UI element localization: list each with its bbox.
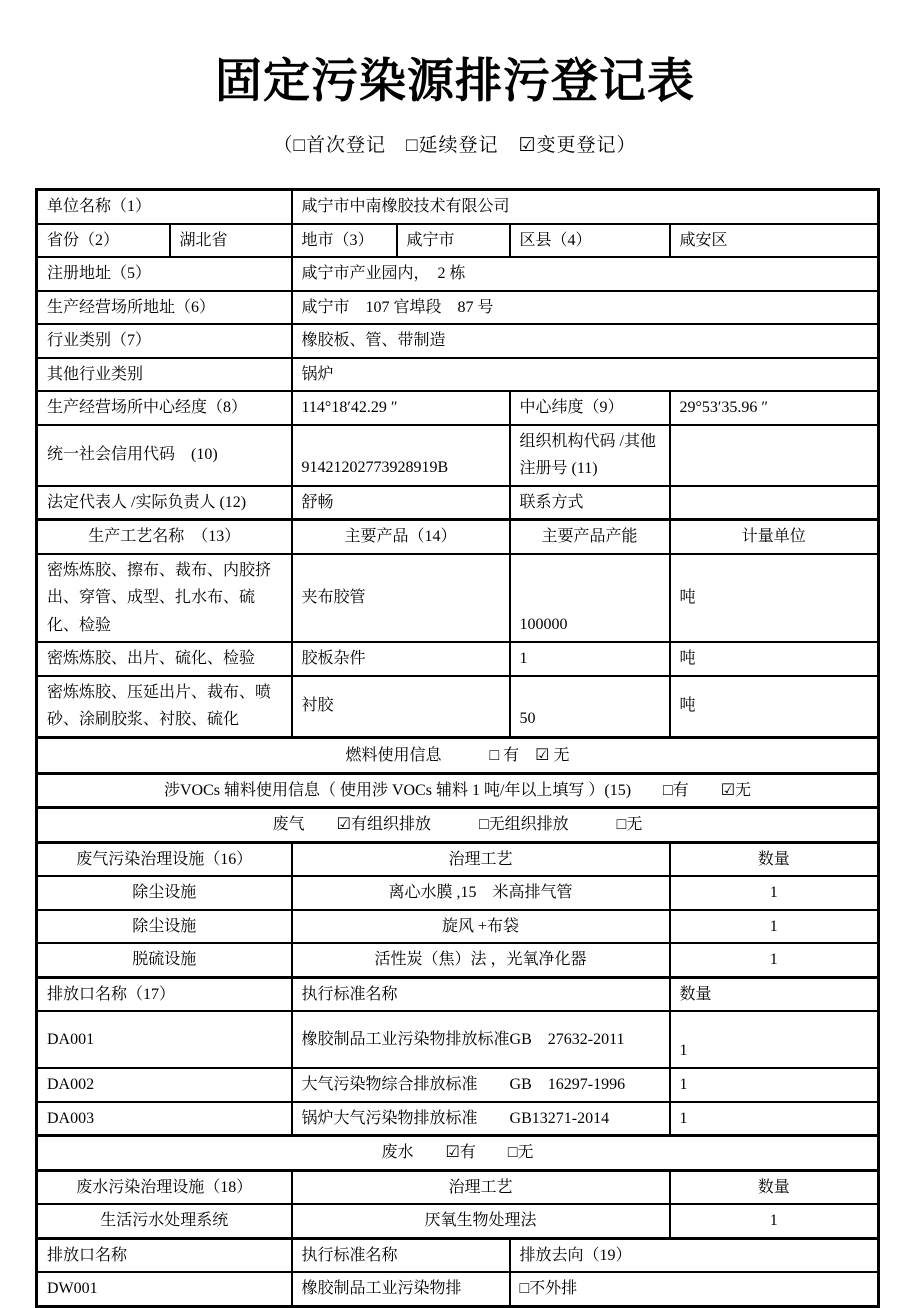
gas-facility-process: 离心水膜 ,15 米高排气管 (292, 876, 670, 910)
production-row (37, 554, 879, 643)
row-voc-info (37, 773, 879, 808)
gas-outlet-standard: 锅炉大气污染物排放标准 GB13271-2014 (292, 1102, 670, 1136)
waste-water-section-line: 废水 ☑有 □无 (37, 1136, 879, 1171)
unit-header: 计量单位 (670, 520, 879, 554)
water-outlet-standard-header: 执行标准名称 (292, 1238, 510, 1272)
row-water-outlet-headers (37, 1238, 879, 1272)
water-outlet-direction: □不外排 (510, 1272, 879, 1306)
gas-outlet-name: DA003 (37, 1102, 292, 1136)
process-name-header: 生产工艺名称 （13） (37, 520, 292, 554)
latitude-label: 中心纬度（9） (510, 391, 670, 425)
gas-facility-process: 旋风 +布袋 (292, 910, 670, 944)
process-cell: 密炼炼胶、压延出片、裁布、喷砂、涂刷胶浆、衬胶、硫化 (37, 676, 292, 738)
city-value: 咸宁市 (397, 224, 510, 258)
gas-facility-row (37, 910, 879, 944)
row-production-headers (37, 520, 879, 554)
main-product-header: 主要产品（14） (292, 520, 510, 554)
gas-process-header: 治理工艺 (292, 842, 670, 876)
legal-representative-value: 舒畅 (292, 486, 510, 520)
unit-cell: 吨 (670, 676, 879, 738)
legal-representative-label: 法定代表人 /实际负责人 (12) (37, 486, 292, 520)
process-cell: 密炼炼胶、擦布、裁布、内胶挤出、穿管、成型、扎水布、硫化、检验 (37, 554, 292, 643)
registration-form-table (35, 188, 880, 1308)
row-industry-category (37, 324, 879, 358)
unit-cell: 吨 (670, 554, 879, 643)
row-waste-water-section (37, 1136, 879, 1171)
water-outlet-name: DW001 (37, 1272, 292, 1306)
water-facility-name: 生活污水处理系统 (37, 1204, 292, 1238)
gas-facility-row (37, 943, 879, 977)
unit-name-label: 单位名称（1） (37, 190, 292, 224)
gas-outlet-standard: 橡胶制品工业污染物排放标准GB 27632-2011 (292, 1011, 670, 1068)
production-row (37, 642, 879, 676)
gas-facility-name: 除尘设施 (37, 876, 292, 910)
water-qty-header: 数量 (670, 1170, 879, 1204)
gas-outlet-row (37, 1102, 879, 1136)
water-outlet-row (37, 1272, 879, 1306)
org-code-label: 组织机构代码 /其他注册号 (11) (510, 425, 670, 486)
org-code-value (670, 425, 879, 486)
row-legal-representative (37, 486, 879, 520)
contact-label: 联系方式 (510, 486, 670, 520)
row-gas-facility-headers (37, 842, 879, 876)
form-title: 固定污染源排污登记表 (215, 56, 695, 108)
production-row (37, 676, 879, 738)
gas-outlet-standard-header: 执行标准名称 (292, 977, 670, 1011)
latitude-value: 29°53′35.96 ″ (670, 391, 879, 425)
business-address-label: 生产经营场所地址（6） (37, 291, 292, 325)
capacity-header: 主要产品产能 (510, 520, 670, 554)
capacity-cell: 1 (510, 642, 670, 676)
longitude-value: 114°18′42.29 ″ (292, 391, 510, 425)
province-value: 湖北省 (170, 224, 292, 258)
row-fuel-info (37, 737, 879, 773)
city-label: 地市（3） (292, 224, 397, 258)
gas-outlet-qty: 1 (670, 1011, 879, 1068)
row-coordinates (37, 391, 879, 425)
gas-facility-process: 活性炭（焦）法 ，光氧净化器 (292, 943, 670, 977)
voc-info-line: 涉VOCs 辅料使用信息（ 使用涉 VOCs 辅料 1 吨/年以上填写 ）(15) □有 ☑无 (37, 773, 879, 808)
registration-type-options: （□首次登记 □延续登记 ☑变更登记） (273, 135, 637, 156)
water-facility-header: 废水污染治理设施（18） (37, 1170, 292, 1204)
row-registered-address (37, 257, 879, 291)
longitude-label: 生产经营场所中心经度（8） (37, 391, 292, 425)
industry-category-label: 行业类别（7） (37, 324, 292, 358)
water-facility-process: 厌氧生物处理法 (292, 1204, 670, 1238)
credit-code-value: 91421202773928919B (292, 425, 510, 486)
row-waste-gas-section (37, 808, 879, 843)
gas-outlet-name-header: 排放口名称（17） (37, 977, 292, 1011)
capacity-cell: 50 (510, 676, 670, 738)
water-outlet-name-header: 排放口名称 (37, 1238, 292, 1272)
row-credit-code (37, 425, 879, 486)
gas-qty-header: 数量 (670, 842, 879, 876)
gas-outlet-name: DA002 (37, 1068, 292, 1102)
gas-facility-qty: 1 (670, 910, 879, 944)
water-facility-row (37, 1204, 879, 1238)
row-business-address (37, 291, 879, 325)
gas-facility-name: 除尘设施 (37, 910, 292, 944)
row-region (37, 224, 879, 258)
gas-outlet-row (37, 1011, 879, 1068)
industry-category-value: 橡胶板、管、带制造 (292, 324, 879, 358)
credit-code-label: 统一社会信用代码 (10) (37, 425, 292, 486)
gas-facility-qty: 1 (670, 943, 879, 977)
fuel-info-line: 燃料使用信息 □ 有 ☑ 无 (37, 737, 879, 773)
product-cell: 胶板杂件 (292, 642, 510, 676)
gas-outlet-qty-header: 数量 (670, 977, 879, 1011)
gas-facility-name: 脱硫设施 (37, 943, 292, 977)
gas-outlet-row (37, 1068, 879, 1102)
row-water-facility-headers (37, 1170, 879, 1204)
gas-facility-header: 废气污染治理设施（16） (37, 842, 292, 876)
process-cell: 密炼炼胶、出片、硫化、检验 (37, 642, 292, 676)
gas-outlet-qty: 1 (670, 1068, 879, 1102)
waste-gas-section-line: 废气 ☑有组织排放 □无组织排放 □无 (37, 808, 879, 843)
row-other-industry (37, 358, 879, 392)
registered-address-label: 注册地址（5） (37, 257, 292, 291)
capacity-cell: 100000 (510, 554, 670, 643)
gas-outlet-qty: 1 (670, 1102, 879, 1136)
other-industry-label: 其他行业类别 (37, 358, 292, 392)
county-label: 区县（4） (510, 224, 670, 258)
row-unit-name (37, 190, 879, 224)
water-process-header: 治理工艺 (292, 1170, 670, 1204)
registered-address-value: 咸宁市产业园内， 2 栋 (292, 257, 879, 291)
contact-value (670, 486, 879, 520)
gas-outlet-standard: 大气污染物综合排放标准 GB 16297-1996 (292, 1068, 670, 1102)
gas-facility-qty: 1 (670, 876, 879, 910)
business-address-value: 咸宁市 107 官埠段 87 号 (292, 291, 879, 325)
gas-outlet-name: DA001 (37, 1011, 292, 1068)
row-gas-outlet-headers (37, 977, 879, 1011)
province-label: 省份（2） (37, 224, 170, 258)
product-cell: 衬胶 (292, 676, 510, 738)
water-outlet-direction-header: 排放去向（19） (510, 1238, 879, 1272)
other-industry-value: 锅炉 (292, 358, 879, 392)
gas-facility-row (37, 876, 879, 910)
unit-name-value: 咸宁市中南橡胶技术有限公司 (292, 190, 879, 224)
product-cell: 夹布胶管 (292, 554, 510, 643)
water-facility-qty: 1 (670, 1204, 879, 1238)
county-value: 咸安区 (670, 224, 879, 258)
unit-cell: 吨 (670, 642, 879, 676)
water-outlet-standard: 橡胶制品工业污染物排 (292, 1272, 510, 1306)
